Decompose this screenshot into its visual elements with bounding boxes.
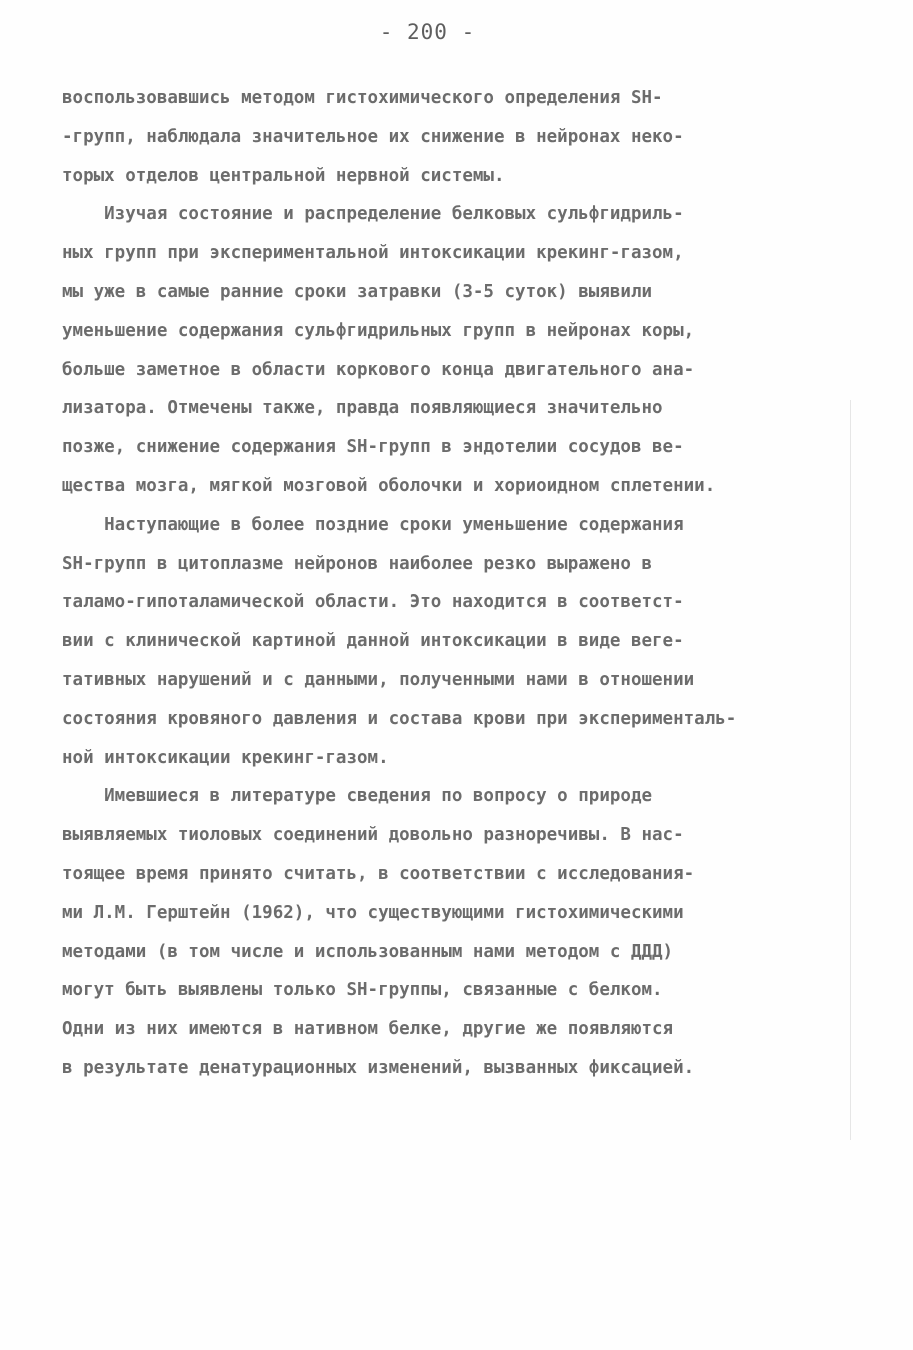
text-line: состояния кровяного давления и состава крови при эксперименталь- (62, 708, 737, 729)
text-line: тативных нарушений и с данными, полученными нами в отношении (62, 669, 695, 690)
text-line: ной интоксикации крекинг-газом. (62, 747, 389, 768)
text-line: вии с клинической картиной данной интоксикации в виде веге- (62, 631, 684, 652)
page-number: - 200 - (379, 20, 476, 44)
text-line: SH-групп в цитоплазме нейронов наиболее резко выражено в (62, 553, 653, 574)
body-text (62, 79, 852, 1088)
text-line: ми Л.М. Герштейн (1962), что существующими гистохимическими (62, 902, 684, 923)
text-line: таламо-гипоталамической области. Это находится в соответст- (62, 592, 684, 613)
text-line: в результате денатурационных изменений, вызванных фиксацией. (62, 1057, 695, 1078)
text-line: Наступающие в более поздние сроки уменьшение содержания (62, 514, 684, 535)
page-edge-divider (850, 400, 851, 1140)
text-line: Одни из них имеются в нативном белке, другие же появляются (62, 1019, 674, 1040)
text-line: уменьшение содержания сульфгидрильных групп в нейронах коры, (62, 320, 695, 341)
text-line: -групп, наблюдала значительное их снижение в нейронах неко- (62, 126, 684, 147)
text-line: мы уже в самые ранние сроки затравки (3-5 суток) выявили (62, 281, 653, 302)
text-line: больше заметное в области коркового конца двигательного ана- (62, 359, 695, 380)
text-line: ных групп при экспериментальной интоксикации крекинг-газом, (62, 243, 684, 264)
text-line: выявляемых тиоловых соединений довольно разноречивы. В нас- (62, 825, 684, 846)
text-line: Изучая состояние и распределение белковых сульфгидриль- (62, 204, 684, 225)
text-line: методами (в том числе и использованным нами методом с ДДД) (62, 941, 674, 962)
text-line: позже, снижение содержания SH-групп в эндотелии сосудов ве- (62, 437, 684, 458)
text-line: Имевшиеся в литературе сведения по вопросу о природе (62, 786, 653, 807)
text-line: лизатора. Отмечены также, правда появляющиеся значительно (62, 398, 663, 419)
text-line: воспользовавшись методом гистохимического определения SH- (62, 88, 663, 108)
text-line: щества мозга, мягкой мозговой оболочки и хориоидном сплетении. (62, 475, 716, 496)
text-line: торых отделов центральной нервной системы. (62, 165, 505, 186)
text-line: тоящее время принято считать, в соответствии с исследования- (62, 863, 695, 884)
text-line: могут быть выявлены только SH-группы, связанные с белком. (62, 980, 663, 1001)
